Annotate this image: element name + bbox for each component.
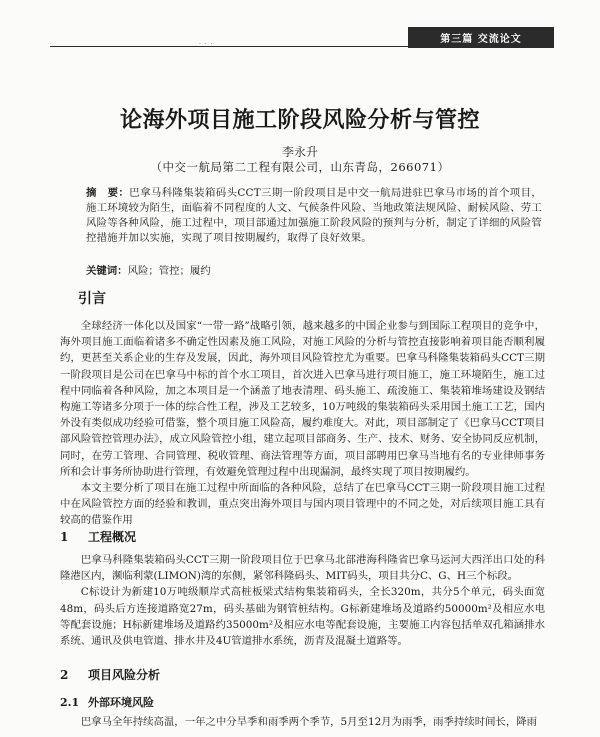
paper-title: 论海外项目施工阶段风险分析与管控 xyxy=(119,107,480,133)
section-header-label: 第三篇 交流论文 xyxy=(408,27,554,48)
intro-heading: 引言 xyxy=(78,291,106,307)
header-dots: · · · xyxy=(199,41,214,48)
section-2-number: 2 xyxy=(60,668,69,682)
keywords-label: 关键词： xyxy=(86,265,128,277)
section-2-title: 项目风险分析 xyxy=(88,668,161,682)
section-1-title: 工程概况 xyxy=(88,530,137,544)
intro-body xyxy=(60,318,545,529)
section-2-1-heading xyxy=(60,694,154,710)
abstract-label: 摘 要： xyxy=(86,187,130,199)
paper-author: 李永升 xyxy=(281,145,318,159)
section-2-1-paragraph-1: 巴拿马全年持续高温，一年之中分旱季和雨季两个季节，5月至12月为雨季，雨季持续时间长，降雨 xyxy=(80,716,538,728)
section-1-number: 1 xyxy=(60,530,69,544)
section-1-body xyxy=(60,552,545,649)
keywords-text: 风险；管控；履约 xyxy=(127,265,211,277)
section-2-1-body xyxy=(60,714,545,730)
abstract-text: 巴拿马科隆集装箱码头CCT三期一阶段项目是中交一航局进驻巴拿马市场的首个项目，施工环境较为陌生，面临着不同程度的人文、气候条件风险、当地政策法规风险、耐候风险、劳工风险等各种风险，施工过程中，项目部通过加强施工阶段风险的预判与分析，制定了详细的风险管控措施并加以实施，实现了项目按期履约，取得了良好效果。 xyxy=(86,187,542,244)
abstract xyxy=(86,186,542,246)
section-1-paragraph-1: 巴拿马科隆集装箱码头CCT三期一阶段项目位于巴拿马北部港海科隆省巴拿马运河大西洋出口处的科隆港区内，濒临利蒙(LIMON)湾的东侧，紧邻科隆码头、MIT码头，项目共分C、G、H三个标段。 xyxy=(60,554,545,583)
intro-paragraph-1: 全球经济一体化以及国家“一带一路”战略引领，越来越多的中国企业参与到国际工程项目的竞争中，海外项目施工面临着诸多不确定性因素及施工风险，对施工风险的分析与管控直接影响着项目能否顺利履约，更甚至关系企业的生存及发展，因此，海外项目风险管控尤为重要。巴拿马科隆集装箱码头CCT三期一阶段项目是公司在巴拿马中标的首个水工项目，首次进入巴拿马进行项目施工，施工环境陌生，施工过程中同临着各种风险，加之本项目是一个涵盖了地表清理、码头施工、疏浚施工、集装箱堆场建设及钢结构施工等诸多分项于一体的综合性工程，涉及工艺较多，10万吨级的集装箱码头采用国土施工工艺，国内外没有类似成功经验可借鉴，整个项目施工风险高，履约难度大。对此，项目部制定了《巴拿马CCT项目部风险管控管理办法》，成立风险管控小组，建立起项目部商务、生产、技术、财务、安全协同反应机制，同时，在劳工管理、合同管理、税收管理、商法管理等方面，项目部聘用巴拿马当地有名的专业律师事务所和会计事务所协助进行管理，有效避免管理过程中出现漏洞，最终实现了项目按期履约。 xyxy=(60,320,545,478)
section-2-1-title: 外部环境风险 xyxy=(88,696,154,709)
section-2-heading xyxy=(60,666,160,683)
section-1-heading xyxy=(60,528,136,545)
intro-paragraph-2: 本文主要分析了项目在施工过程中所面临的各种风险，总结了在巴拿马CCT三期一阶段项目施工过程中在风险管控方面的经验和教训，重点突出海外项目与国内项目管理中的不同之处，对后续项目施工具有较高的借鉴作用 xyxy=(60,482,545,527)
keywords xyxy=(86,262,542,277)
paper-affiliation: （中交一航局第二工程有限公司，山东青岛，266071） xyxy=(150,160,450,174)
section-1-paragraph-2: C标设计为新建10万吨级顺岸式高桩板梁式结构集装箱码头，全长320m，共分5个单元，码头面宽48m，码头后方连接道路宽27m，码头基础为钢管桩结构。G标新建堆场及道路约50000m²及相应水电等配套设施；H标新建堆场及道路约35000m²及相应水电等配套设施，主要施工内容包括单双孔箱涵排水系统、通讯及供电管道、排水井及4U管道排水系统，沥青及混凝土道路等。 xyxy=(60,586,545,648)
section-2-1-number: 2.1 xyxy=(60,696,80,709)
header-rule xyxy=(50,46,554,47)
